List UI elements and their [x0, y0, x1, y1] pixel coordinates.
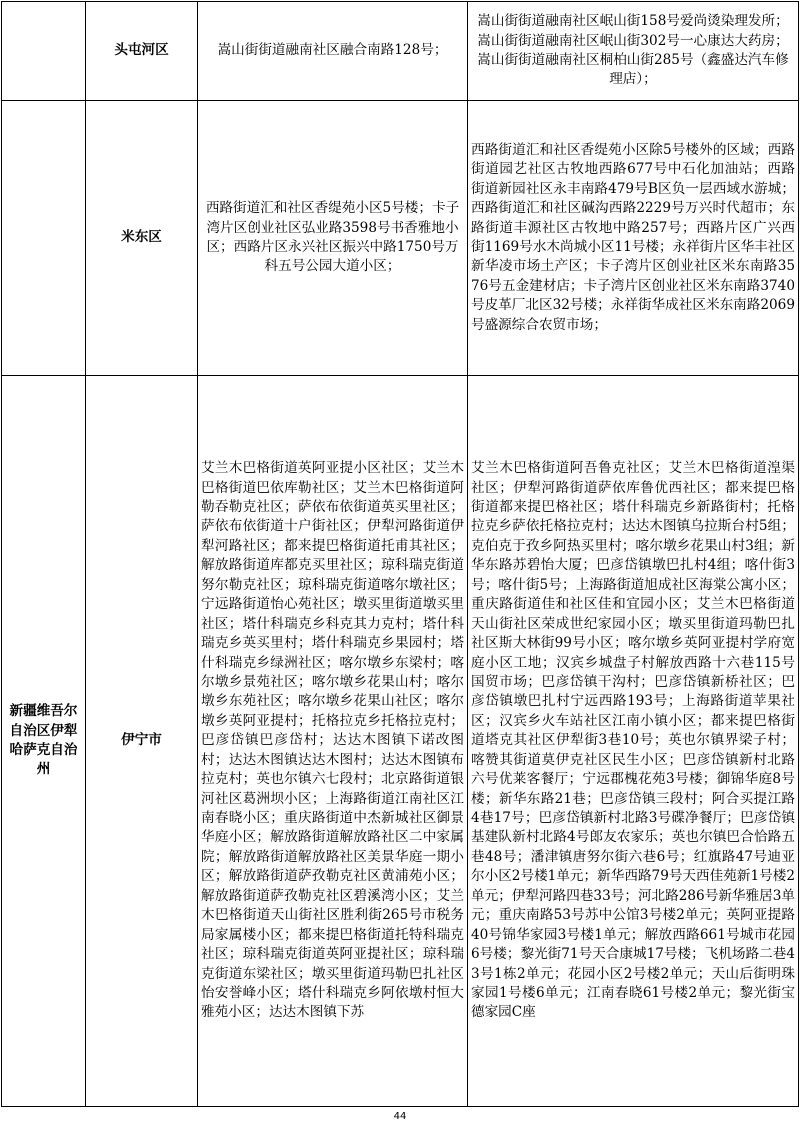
zones-table	[1, 1, 799, 1107]
district-cell: 米东区	[86, 101, 198, 376]
table-row	[2, 101, 799, 376]
page-number: 44	[393, 1111, 407, 1122]
region-cell	[2, 101, 86, 376]
zone-list-cell: 艾兰木巴格街道英阿亚提小区社区；艾兰木巴格街道巴依库勒社区；艾兰木巴格街道阿勒吞勒克社区；萨依布依街道英买里社区；萨依布依街道十户街社区；伊犁河路街道伊犁河路社区；都来提巴格街道托甫其社区；解放路街道库都克买里社区；琼科瑞克街道努尔勒克社区；琼科瑞克街道喀尔墩社区；宁远路街道怡心苑社区；墩买里街道墩买里社区；塔什科瑞克乡科克其力克村；塔什科瑞克乡英买里村；塔什科瑞克乡果园村；塔什科瑞克乡绿洲社区；喀尔墩乡东梁村；喀尔墩乡景苑社区；喀尔墩乡花果山村；喀尔墩乡东苑社区；喀尔墩乡花果山社区；喀尔墩乡英阿亚提村；托格拉克乡托格拉克村；巴彦岱镇巴彦岱村；达达木图镇下诺改图村；达达木图镇达达木图村；达达木图镇布拉克村；英也尔镇六七段村；北京路街道银河社区葛洲坝小区；上海路街道江南社区江南春晓小区；重庆路街道中杰新城社区御景华庭小区；解放路街道解放路社区二中家属院；解放路街道解放路社区美景华庭一期小区；解放路街道萨孜勒克社区黄浦苑小区；解放路街道萨孜勒克社区碧溪湾小区；艾兰木巴格街道天山街社区胜利街265号市税务局家属楼小区；都来提巴格街道托特科瑞克社区；琼科瑞克街道英阿亚提社区；琼科瑞克街道东梁社区；墩买里街道玛勒巴扎社区怡安誉峰小区；塔什科瑞克乡阿依墩村恒大雅苑小区；达达木图镇下苏	[198, 376, 468, 1107]
zone-list-cell: 嵩山街街道融南社区岷山街158号爱尚烫染理发所；嵩山街街道融南社区岷山街302号一心康达大药房；嵩山街街道融南社区桐柏山街285号（鑫盛达汽车修理店）；	[468, 2, 799, 101]
district-cell: 头屯河区	[86, 2, 198, 101]
zone-list-cell: 嵩山街街道融南社区融合南路128号；	[198, 2, 468, 101]
region-cell: 新疆维吾尔自治区伊犁哈萨克自治州	[2, 376, 86, 1107]
table-row	[2, 2, 799, 101]
zone-list-cell: 艾兰木巴格街道阿吾鲁克社区；艾兰木巴格街道湟渠社区；伊犁河路街道萨依库鲁优西社区；都来提巴格街道都来提巴格社区；塔什科瑞克乡新路街村；托格拉克乡萨依托格拉克村；达达木图镇乌拉斯台村5组；克伯克于孜乡阿热买里村；喀尔墩乡花果山村3组；新华东路苏碧怡大厦；巴彦岱镇墩巴扎村4组；喀什街3号；喀什街5号；上海路街道旭成社区海棠公寓小区；重庆路街道佳和社区佳和宜园小区；艾兰木巴格街道天山街社区荣成世纪家园小区；墩买里街道玛勒巴扎社区斯大林街99号小区；喀尔墩乡英阿亚提村学府宽庭小区工地；汉宾乡城盘子村解放西路十六巷115号国贸市场；巴彦岱镇干沟村；巴彦岱镇新桥社区；巴彦岱镇墩巴扎村宁远西路193号；上海路街道苹果社区；汉宾乡火车站社区江南小镇小区；都来提巴格街道塔克其社区伊犁街3巷10号；英也尔镇界梁子村；喀赞其街道莫伊克社区民生小区；巴彦岱镇新村北路六号优莱客餐厅；宁远郡槐花苑3号楼；御锦华庭8号楼；新华东路21巷；巴彦岱镇三段村；阿合买提江路4巷17号；巴彦岱镇新村北路3号碟净餐厅；巴彦岱镇基建队新村北路4号郎友农家乐；英也尔镇巴合恰路五巷48号；潘津镇唐努尔街六巷6号；红旗路47号迪亚尔小区2号楼1单元；新华西路79号天西佳苑新1号楼2单元；伊犁河路四巷33号；河北路286号新华雅居3单元；重庆南路53号苏中公馆3号楼2单元；英阿亚提路40号锦华家园3号楼1单元；解放西路661号城市花园6号楼；黎光街71号天合康城17号楼；飞机场路二巷43号1栋2单元；花园小区2号楼2单元；天山后街明珠家园1号楼6单元；江南春晓61号楼2单元；黎光街宝德家园C座	[468, 376, 799, 1107]
district-cell: 伊宁市	[86, 376, 198, 1107]
table-row	[2, 376, 799, 1107]
zone-list-cell: 西路街道汇和社区香缇苑小区除5号楼外的区域；西路街道园艺社区古牧地西路677号中石化加油站；西路街道新园社区永丰南路479号B区负一层西域水游城；西路街道汇和社区碱沟西路2229号万兴时代超市；东路街道丰源社区古牧地中路257号；西路片区广兴西街1169号水木尚城小区11号楼；永祥街片区华丰社区新华凌市场土产区；卡子湾片区创业社区米东南路3576号五金建材店；卡子湾片区创业社区米东南路3740号皮革厂北区32号楼；永祥街华成社区米东南路2069号盛源综合农贸市场；	[468, 101, 799, 376]
region-cell	[2, 2, 86, 101]
zone-list-cell: 西路街道汇和社区香缇苑小区5号楼；卡子湾片区创业社区弘业路3598号书香雅地小区；西路片区永兴社区振兴中路1750号万科五号公园大道小区；	[198, 101, 468, 376]
